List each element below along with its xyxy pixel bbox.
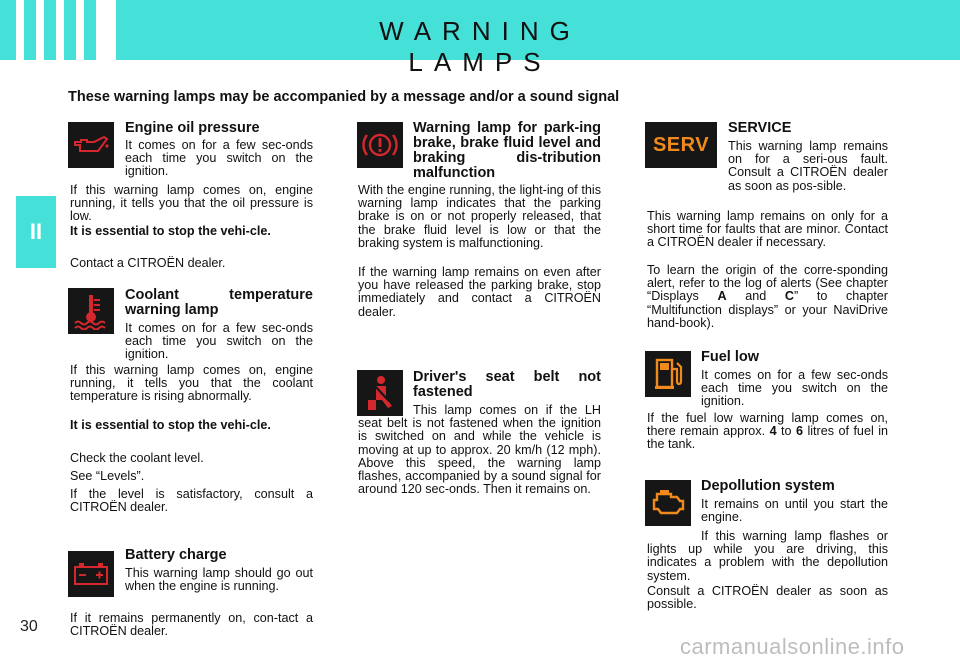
watermark: carmanualsonline.info [680,634,905,659]
section-tab: II [16,196,56,268]
service-text-3b: A [717,289,727,304]
coolant-heading: Coolant temperature warning lamp [125,287,313,318]
battery-text-1: This warning lamp should go out when the engine is running. [125,566,313,594]
depollution-text-2: If this warning lamp flashes or lights up while you are driving, this indicates a problem with the depollution system. [647,529,888,583]
service-text-3 [647,264,888,330]
oil-heading: Engine oil pressure [125,120,260,136]
battery-icon [68,551,114,597]
serv-icon-label: SERV [652,133,710,156]
header-stripe [76,0,84,60]
oil-text-4: Contact a CITROËN dealer. [70,256,226,270]
header-band [0,0,960,77]
header-stripe [16,0,24,60]
brake-heading: Warning lamp for park-ing brake, brake fluid level and braking dis-tribution malfunction [413,120,601,181]
depollution-heading: Depollution system [701,478,835,494]
coolant-text-6: If the level is satisfactory, consult a CITROËN dealer. [70,487,313,515]
page-subtitle: These warning lamps may be accompanied by a message and/or a sound signal [68,89,620,105]
brake-text-2: If the warning lamp remains on even after you have released the parking brake, stop immediately and contact a CITROËN dealer. [358,265,601,319]
oil-text-3: It is essential to stop the vehi-cle. [70,224,271,238]
seatbelt-heading: Driver's seat belt not fastened [413,369,601,400]
service-text-3c: and [726,289,785,304]
fuel-text-2c: to [776,424,796,439]
coolant-text-2: If this warning lamp comes on, engine running, it tells you that the coolant temperature is rising abnormally. [70,363,313,404]
coolant-text-5: See “Levels”. [70,469,145,483]
brake-text-1: With the engine running, the light-ing of this warning lamp indicates that the parking brake is on or not properly released, that the brake fluid level is low or that the braking system is malfunctioning. [358,183,601,250]
fuel-text-1: It comes on for a few sec-onds each time you switch on the ignition. [701,368,888,409]
battery-text-2: If it remains permanently on, con-tact a CITROËN dealer. [70,611,313,639]
depollution-text-3: Consult a CITROËN dealer as soon as possible. [647,584,888,612]
fuel-text-2d: 6 [795,424,803,439]
coolant-text-3: It is essential to stop the vehi-cle. [70,418,271,432]
service-heading: SERVICE [728,120,792,136]
brake-warning-icon [357,122,403,168]
coolant-text-1: It comes on for a few sec-onds each time you switch on the ignition. [125,321,313,362]
oil-can-icon [68,122,114,168]
fuel-pump-icon [645,351,691,397]
oil-text-1: It comes on for a few sec-onds each time you switch on the ignition. [125,138,313,179]
header-stripe [56,0,64,60]
service-text-2: This warning lamp remains on only for a short time for faults that are minor. Contact a CITROËN dealer if necessary. [647,209,888,250]
service-text-3e: ” to chapter “Multifunction displays” or your NaviDrive hand-book). [647,289,888,330]
fuel-text-2b: 4 [769,424,777,439]
service-text-3d: C [784,289,794,304]
serv-icon [645,122,717,168]
page-number: 30 [20,618,38,635]
service-text-3a: To learn the origin of the corre-sponding alert, refer to the log of alerts (See chapter “Displays [647,263,888,304]
page-title: WARNING LAMPS [379,16,581,77]
thermometer-icon [68,288,114,334]
engine-icon [645,480,691,526]
seatbelt-text-1: This lamp comes on if the LH seat belt is not fastened when the ignition is switched on and while the vehicle is moving at up to approx. 20 km/h (12 mph). Above this speed, the warning lamp flashes, accompanied by a sound signal for around 120 sec-onds. Then it remains on. [358,403,601,497]
oil-text-2: If this warning lamp comes on, engine running, it tells you that the oil pressure is low. [70,183,313,224]
service-text-1: This warning lamp remains on for a seri-ous fault. Consult a CITROËN dealer as soon as pos-sible. [728,139,888,193]
battery-heading: Battery charge [125,547,227,563]
fuel-heading: Fuel low [701,349,759,365]
depollution-text-1: It remains on until you start the engine. [701,497,888,525]
coolant-text-4: Check the coolant level. [70,451,204,465]
header-stripe [36,0,44,60]
fuel-text-2a: If the fuel low warning lamp comes on, there remain approx. [647,411,888,439]
fuel-text-2 [647,412,888,452]
header-stripe [96,0,116,60]
fuel-text-2e: litres of fuel in the tank. [647,424,888,452]
